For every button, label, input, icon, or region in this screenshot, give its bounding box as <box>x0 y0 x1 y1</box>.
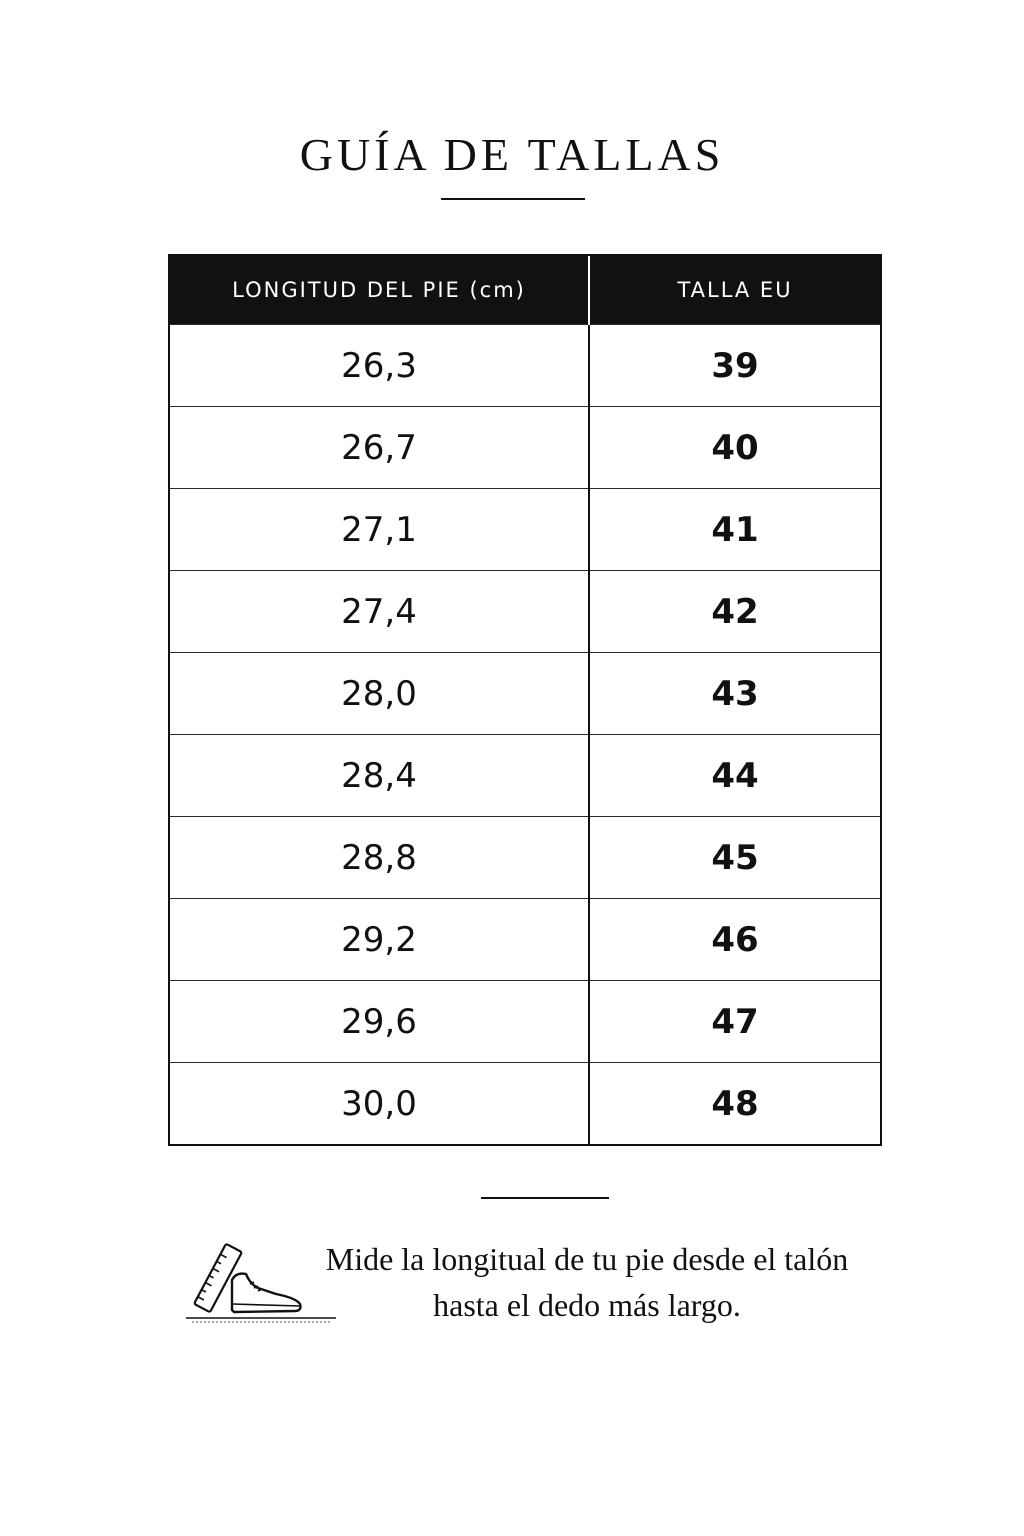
table-row <box>170 489 880 571</box>
eu-size-cell: 40 <box>589 407 880 489</box>
table-row <box>170 653 880 735</box>
title-underline <box>441 198 585 200</box>
eu-size-cell: 41 <box>589 489 880 571</box>
size-chart-table <box>168 254 882 1146</box>
eu-size-cell: 45 <box>589 817 880 899</box>
table-row <box>170 735 880 817</box>
header-eu-size: TALLA EU <box>589 256 880 325</box>
eu-size-cell: 44 <box>589 735 880 817</box>
instruction-line-1: Mide la longitual de tu pie desde el talón <box>325 1241 849 1277</box>
instruction-line-2: hasta el dedo más largo. <box>433 1287 741 1323</box>
eu-size-cell: 46 <box>589 899 880 981</box>
foot-length-cell: 28,4 <box>170 735 589 817</box>
measurement-instructions <box>292 1236 882 1328</box>
foot-length-cell: 28,0 <box>170 653 589 735</box>
eu-size-cell: 48 <box>589 1063 880 1145</box>
table-row <box>170 407 880 489</box>
foot-length-cell: 26,3 <box>170 325 589 407</box>
table-row <box>170 571 880 653</box>
eu-size-cell: 43 <box>589 653 880 735</box>
header-foot-length: LONGITUD DEL PIE (cm) <box>170 256 589 325</box>
foot-length-cell: 29,6 <box>170 981 589 1063</box>
foot-length-cell: 27,1 <box>170 489 589 571</box>
table-row <box>170 899 880 981</box>
foot-length-cell: 27,4 <box>170 571 589 653</box>
table-header-row <box>170 256 880 325</box>
table-row <box>170 981 880 1063</box>
foot-length-cell: 28,8 <box>170 817 589 899</box>
eu-size-cell: 42 <box>589 571 880 653</box>
table-row <box>170 817 880 899</box>
eu-size-cell: 39 <box>589 325 880 407</box>
page-title: GUÍA DE TALLAS <box>299 129 725 180</box>
eu-size-cell: 47 <box>589 981 880 1063</box>
table-row <box>170 1063 880 1145</box>
section-divider <box>481 1197 609 1199</box>
foot-length-cell: 26,7 <box>170 407 589 489</box>
foot-length-cell: 29,2 <box>170 899 589 981</box>
foot-length-cell: 30,0 <box>170 1063 589 1145</box>
table-row <box>170 325 880 407</box>
